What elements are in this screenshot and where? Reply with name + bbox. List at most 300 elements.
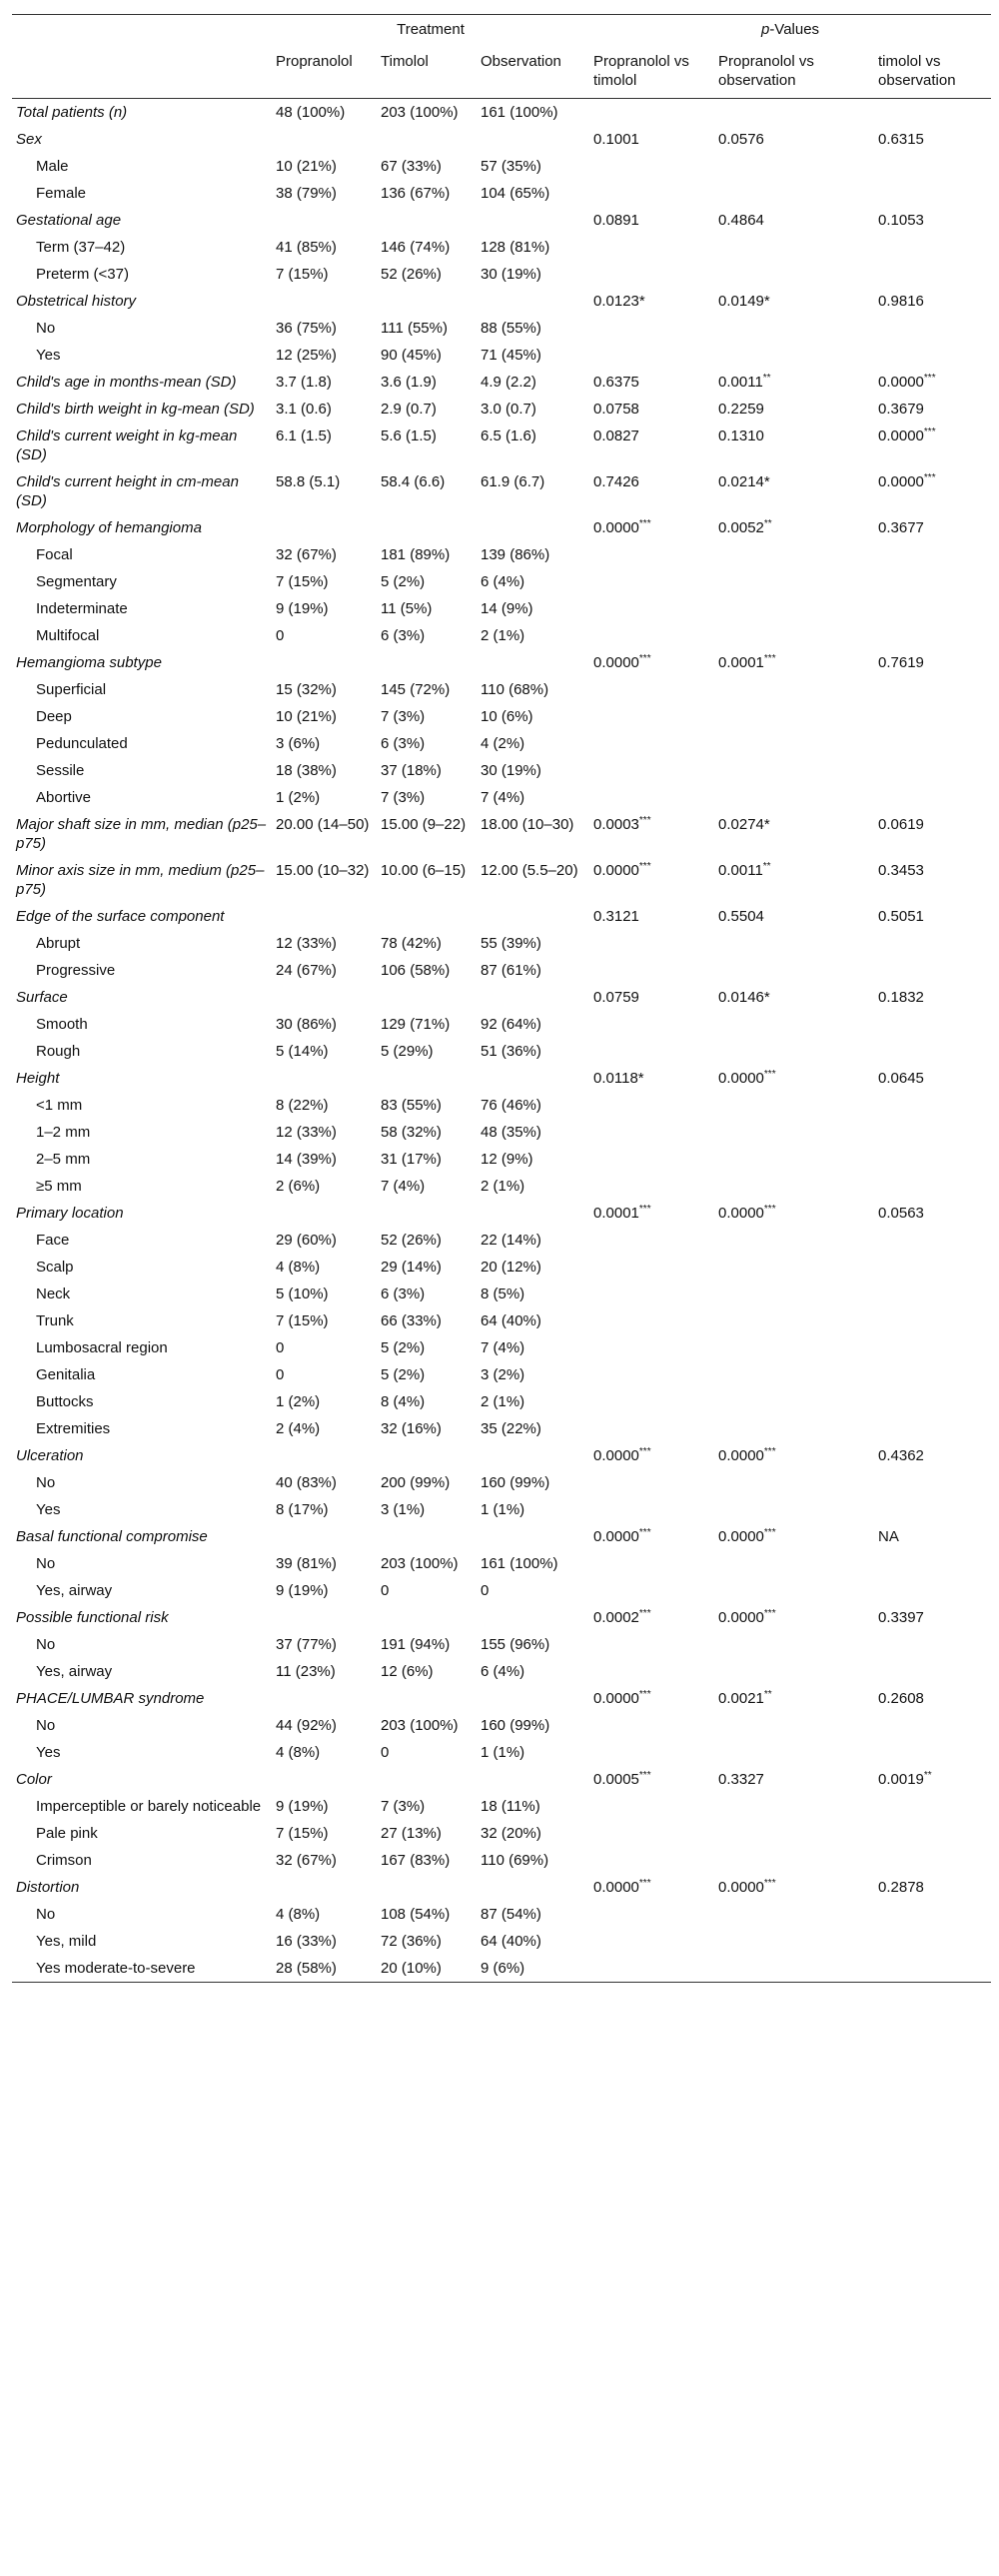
col-header-prop-vs-timolol: Propranolol vs timolol [589, 45, 714, 99]
cell-timolol: 136 (67%) [381, 185, 451, 202]
level-row [12, 703, 991, 730]
cell-propranolol: 32 (67%) [276, 1852, 337, 1869]
variable-label: Distortion [16, 1879, 80, 1896]
cell-p-timolol-vs-observation [874, 541, 991, 568]
level-label: Trunk [36, 1312, 74, 1329]
level-label: Yes [36, 1744, 61, 1761]
results-table [12, 14, 991, 1983]
cell-observation: 110 (68%) [481, 681, 549, 698]
cell-observation: 6 (4%) [481, 1663, 525, 1680]
cell-propranolol [272, 984, 377, 1011]
cell-timolol: 52 (26%) [381, 266, 442, 283]
cell-observation: 155 (96%) [481, 1636, 550, 1653]
cell-p-prop-vs-observation [714, 1011, 874, 1038]
cell-p-timolol-vs-observation [874, 730, 991, 757]
level-label: Genitalia [36, 1366, 96, 1383]
level-label: Multifocal [36, 627, 100, 644]
level-row [12, 1038, 991, 1065]
cell-p-prop-vs-timolol: 0.0891 [593, 212, 639, 229]
cell-p-prop-vs-observation: 0.0021** [718, 1689, 772, 1707]
cell-p-prop-vs-timolol [589, 1038, 714, 1065]
cell-propranolol: 7 (15%) [276, 266, 329, 283]
variable-row [12, 126, 991, 153]
level-row [12, 1146, 991, 1173]
cell-p-prop-vs-observation: 0.0274* [718, 816, 770, 833]
cell-p-timolol-vs-observation [874, 1955, 991, 1983]
level-label: No [36, 1474, 56, 1491]
level-row [12, 1820, 991, 1847]
cell-timolol [377, 1874, 477, 1901]
cell-p-prop-vs-timolol: 0.0000*** [593, 1878, 651, 1896]
cell-timolol: 83 (55%) [381, 1097, 442, 1114]
cell-p-prop-vs-timolol [589, 930, 714, 957]
cell-p-timolol-vs-observation [874, 315, 991, 342]
cell-p-prop-vs-observation: 0.1310 [718, 428, 764, 444]
level-row [12, 234, 991, 261]
cell-p-prop-vs-timolol [589, 1281, 714, 1307]
cell-p-prop-vs-timolol [589, 1254, 714, 1281]
cell-timolol: 32 (16%) [381, 1420, 442, 1437]
cell-timolol: 12 (6%) [381, 1663, 434, 1680]
cell-propranolol [272, 1523, 377, 1550]
cell-p-prop-vs-timolol [589, 622, 714, 649]
variable-label: Total patients (n) [16, 104, 128, 121]
cell-p-prop-vs-timolol [589, 730, 714, 757]
level-label: 1–2 mm [36, 1124, 91, 1141]
cell-p-timolol-vs-observation [874, 180, 991, 207]
cell-p-prop-vs-observation: 0.0011** [718, 373, 771, 391]
cell-propranolol: 7 (15%) [276, 573, 329, 590]
cell-timolol [377, 984, 477, 1011]
cell-p-prop-vs-timolol [589, 342, 714, 369]
cell-p-timolol-vs-observation [874, 595, 991, 622]
cell-p-timolol-vs-observation [874, 99, 991, 127]
cell-p-timolol-vs-observation [874, 1847, 991, 1874]
cell-observation: 128 (81%) [481, 239, 550, 256]
cell-p-timolol-vs-observation: 0.7619 [878, 654, 924, 671]
cell-p-prop-vs-timolol: 0.0001*** [593, 1204, 651, 1222]
cell-timolol: 0 [381, 1582, 390, 1599]
cell-propranolol: 18 (38%) [276, 762, 337, 779]
cell-p-timolol-vs-observation [874, 1658, 991, 1685]
cell-observation: 2 (1%) [481, 1178, 525, 1195]
level-row [12, 153, 991, 180]
variable-label: Obstetrical history [16, 293, 137, 310]
cell-observation: 6 (4%) [481, 573, 525, 590]
cell-timolol [377, 649, 477, 676]
cell-p-timolol-vs-observation: 0.1832 [878, 989, 924, 1006]
cell-p-prop-vs-timolol [589, 1092, 714, 1119]
cell-observation [477, 126, 589, 153]
cell-p-timolol-vs-observation [874, 1173, 991, 1200]
variable-label: Morphology of hemangioma [16, 519, 202, 536]
cell-timolol: 11 (5%) [381, 600, 433, 617]
level-row [12, 1901, 991, 1928]
variable-row [12, 1200, 991, 1227]
cell-observation: 64 (40%) [481, 1312, 541, 1329]
cell-timolol: 106 (58%) [381, 962, 451, 979]
level-row [12, 595, 991, 622]
level-row [12, 1092, 991, 1119]
cell-p-timolol-vs-observation [874, 676, 991, 703]
variable-label: Basal functional compromise [16, 1528, 208, 1545]
cell-timolol [377, 288, 477, 315]
level-label: Pale pink [36, 1825, 98, 1842]
level-row [12, 957, 991, 984]
level-label: Neck [36, 1286, 71, 1302]
cell-p-timolol-vs-observation: 0.0019** [878, 1770, 932, 1788]
cell-p-timolol-vs-observation [874, 153, 991, 180]
cell-observation: 20 (12%) [481, 1259, 541, 1276]
level-label: Deep [36, 708, 72, 725]
cell-p-timolol-vs-observation [874, 1092, 991, 1119]
cell-observation: 4 (2%) [481, 735, 525, 752]
cell-p-prop-vs-observation [714, 1496, 874, 1523]
cell-propranolol: 16 (33%) [276, 1933, 337, 1950]
level-label: Segmentary [36, 573, 117, 590]
cell-p-prop-vs-timolol: 0.0005*** [593, 1770, 651, 1788]
level-label: ≥5 mm [36, 1178, 82, 1195]
cell-propranolol: 12 (33%) [276, 1124, 337, 1141]
cell-timolol: 111 (55%) [381, 320, 448, 337]
cell-p-timolol-vs-observation [874, 757, 991, 784]
cell-p-timolol-vs-observation: NA [878, 1528, 899, 1545]
cell-p-timolol-vs-observation [874, 1334, 991, 1361]
cell-timolol: 67 (33%) [381, 158, 442, 175]
variable-row [12, 984, 991, 1011]
cell-propranolol: 2 (4%) [276, 1420, 321, 1437]
cell-p-timolol-vs-observation [874, 1928, 991, 1955]
cell-timolol: 203 (100%) [381, 1717, 459, 1734]
cell-p-timolol-vs-observation [874, 784, 991, 811]
cell-observation: 160 (99%) [481, 1474, 550, 1491]
cell-p-prop-vs-observation: 0.0214* [718, 473, 770, 490]
cell-p-prop-vs-timolol [589, 1361, 714, 1388]
variable-label: Major shaft size in mm, median (p25–p75) [16, 816, 267, 852]
level-label: Yes [36, 1501, 61, 1518]
cell-propranolol: 32 (67%) [276, 546, 337, 563]
level-row [12, 1712, 991, 1739]
cell-observation: 161 (100%) [481, 104, 558, 121]
variable-row [12, 369, 991, 396]
cell-p-prop-vs-timolol [589, 1146, 714, 1173]
cell-p-prop-vs-observation [714, 1793, 874, 1820]
cell-p-prop-vs-observation [714, 1307, 874, 1334]
cell-observation: 7 (4%) [481, 789, 525, 806]
cell-p-timolol-vs-observation [874, 1388, 991, 1415]
cell-propranolol: 40 (83%) [276, 1474, 337, 1491]
cell-propranolol [272, 514, 377, 541]
cell-p-prop-vs-observation [714, 180, 874, 207]
variable-row [12, 1685, 991, 1712]
col-header-observation: Observation [477, 45, 589, 99]
cell-observation: 6.5 (1.6) [481, 428, 536, 444]
level-row [12, 342, 991, 369]
cell-timolol: 6 (3%) [381, 1286, 426, 1302]
cell-observation: 139 (86%) [481, 546, 550, 563]
cell-propranolol [272, 126, 377, 153]
cell-p-prop-vs-observation [714, 930, 874, 957]
cell-p-prop-vs-timolol [589, 1415, 714, 1442]
cell-p-timolol-vs-observation: 0.0000*** [878, 427, 936, 444]
cell-p-timolol-vs-observation: 0.0000*** [878, 472, 936, 490]
cell-propranolol: 3 (6%) [276, 735, 321, 752]
cell-p-timolol-vs-observation: 0.3453 [878, 862, 924, 879]
cell-observation [477, 1874, 589, 1901]
cell-observation: 104 (65%) [481, 185, 550, 202]
cell-p-prop-vs-observation [714, 541, 874, 568]
variable-row [12, 1874, 991, 1901]
cell-p-prop-vs-observation [714, 676, 874, 703]
cell-p-prop-vs-timolol: 0.0758 [593, 401, 639, 418]
cell-propranolol: 11 (23%) [276, 1663, 336, 1680]
cell-p-timolol-vs-observation: 0.6315 [878, 131, 924, 148]
header-empty-cell [12, 45, 272, 99]
cell-propranolol: 8 (17%) [276, 1501, 329, 1518]
cell-propranolol: 0 [276, 1339, 285, 1356]
cell-p-prop-vs-timolol: 0.6375 [593, 374, 639, 391]
treatment-label: Treatment [397, 21, 465, 38]
treatment-group-header [272, 15, 589, 46]
cell-p-prop-vs-observation [714, 1820, 874, 1847]
cell-timolol [377, 1523, 477, 1550]
cell-p-timolol-vs-observation: 0.0000*** [878, 373, 936, 391]
cell-p-timolol-vs-observation: 0.0563 [878, 1205, 924, 1222]
variable-label: Gestational age [16, 212, 122, 229]
level-label: Smooth [36, 1016, 88, 1033]
variable-label: Possible functional risk [16, 1609, 169, 1626]
cell-p-timolol-vs-observation [874, 1496, 991, 1523]
cell-p-prop-vs-observation [714, 1038, 874, 1065]
cell-propranolol [272, 1874, 377, 1901]
cell-observation: 3 (2%) [481, 1366, 525, 1383]
cell-propranolol [272, 1604, 377, 1631]
cell-timolol: 7 (3%) [381, 708, 426, 725]
cell-timolol: 0 [381, 1744, 390, 1761]
cell-p-timolol-vs-observation [874, 1307, 991, 1334]
cell-p-prop-vs-observation [714, 1901, 874, 1928]
level-label: <1 mm [36, 1097, 83, 1114]
cell-observation: 30 (19%) [481, 266, 541, 283]
cell-propranolol: 3.1 (0.6) [276, 401, 332, 418]
cell-p-prop-vs-observation [714, 1361, 874, 1388]
cell-timolol: 5 (29%) [381, 1043, 434, 1060]
variable-row [12, 99, 991, 127]
cell-propranolol [272, 1442, 377, 1469]
variable-row [12, 1604, 991, 1631]
level-row [12, 1119, 991, 1146]
cell-p-prop-vs-observation [714, 957, 874, 984]
cell-p-prop-vs-timolol: 0.7426 [593, 473, 639, 490]
cell-p-prop-vs-observation [714, 1146, 874, 1173]
cell-p-prop-vs-observation [714, 1955, 874, 1983]
cell-timolol: 5 (2%) [381, 573, 426, 590]
cell-p-prop-vs-observation [714, 703, 874, 730]
variable-label: Height [16, 1070, 60, 1087]
cell-propranolol: 12 (25%) [276, 347, 337, 364]
cell-observation: 14 (9%) [481, 600, 533, 617]
cell-propranolol: 15.00 (10–32) [276, 862, 370, 879]
cell-p-prop-vs-observation [714, 1281, 874, 1307]
cell-observation: 87 (54%) [481, 1906, 541, 1923]
cell-timolol: 90 (45%) [381, 347, 442, 364]
cell-timolol: 29 (14%) [381, 1259, 442, 1276]
cell-propranolol: 20.00 (14–50) [276, 816, 370, 833]
cell-p-prop-vs-timolol [589, 99, 714, 127]
variable-label: Surface [16, 989, 68, 1006]
level-row [12, 1739, 991, 1766]
cell-timolol [377, 1766, 477, 1793]
cell-propranolol: 15 (32%) [276, 681, 337, 698]
cell-p-prop-vs-timolol [589, 568, 714, 595]
cell-p-prop-vs-timolol [589, 676, 714, 703]
cell-p-prop-vs-observation [714, 1092, 874, 1119]
cell-p-timolol-vs-observation: 0.3397 [878, 1609, 924, 1626]
level-label: Yes, airway [36, 1582, 113, 1599]
cell-observation: 35 (22%) [481, 1420, 541, 1437]
cell-timolol: 191 (94%) [381, 1636, 451, 1653]
cell-propranolol: 7 (15%) [276, 1825, 329, 1842]
cell-propranolol: 38 (79%) [276, 185, 337, 202]
cell-observation: 22 (14%) [481, 1232, 541, 1249]
cell-observation [477, 903, 589, 930]
cell-p-timolol-vs-observation [874, 342, 991, 369]
cell-p-prop-vs-observation [714, 1388, 874, 1415]
cell-timolol: 108 (54%) [381, 1906, 451, 1923]
cell-p-timolol-vs-observation [874, 261, 991, 288]
cell-timolol: 145 (72%) [381, 681, 451, 698]
level-row [12, 1307, 991, 1334]
cell-observation: 76 (46%) [481, 1097, 541, 1114]
cell-p-timolol-vs-observation [874, 1901, 991, 1928]
cell-propranolol: 30 (86%) [276, 1016, 337, 1033]
cell-p-timolol-vs-observation [874, 930, 991, 957]
variable-row [12, 514, 991, 541]
level-label: Abrupt [36, 935, 81, 952]
cell-observation [477, 1766, 589, 1793]
cell-propranolol: 29 (60%) [276, 1232, 337, 1249]
cell-observation: 12.00 (5.5–20) [481, 862, 578, 879]
cell-timolol: 7 (3%) [381, 1798, 426, 1815]
cell-p-timolol-vs-observation [874, 1793, 991, 1820]
level-row [12, 1415, 991, 1442]
cell-p-prop-vs-timolol [589, 1496, 714, 1523]
cell-propranolol [272, 1065, 377, 1092]
cell-observation: 3.0 (0.7) [481, 401, 536, 418]
cell-p-timolol-vs-observation: 0.2608 [878, 1690, 924, 1707]
level-row [12, 1793, 991, 1820]
cell-observation: 18 (11%) [481, 1798, 540, 1815]
level-row [12, 1334, 991, 1361]
cell-observation: 2 (1%) [481, 627, 525, 644]
cell-observation [477, 1442, 589, 1469]
level-row [12, 757, 991, 784]
cell-propranolol: 3.7 (1.8) [276, 374, 332, 391]
cell-timolol: 27 (13%) [381, 1825, 442, 1842]
cell-p-prop-vs-observation [714, 1577, 874, 1604]
variable-label: Child's current weight in kg-mean (SD) [16, 428, 238, 463]
cell-observation [477, 288, 589, 315]
cell-p-prop-vs-observation: 0.0011** [718, 861, 771, 879]
cell-p-prop-vs-observation: 0.0000*** [718, 1069, 776, 1087]
level-label: Pedunculated [36, 735, 128, 752]
cell-observation: 10 (6%) [481, 708, 533, 725]
cell-p-prop-vs-timolol: 0.0827 [593, 428, 639, 444]
cell-p-prop-vs-observation: 0.0576 [718, 131, 764, 148]
level-label: Superficial [36, 681, 107, 698]
cell-p-prop-vs-observation [714, 730, 874, 757]
cell-p-timolol-vs-observation: 0.5051 [878, 908, 924, 925]
cell-p-prop-vs-timolol [589, 1550, 714, 1577]
cell-observation: 92 (64%) [481, 1016, 541, 1033]
level-label: Yes, airway [36, 1663, 113, 1680]
cell-p-prop-vs-timolol [589, 541, 714, 568]
cell-p-prop-vs-timolol [589, 1011, 714, 1038]
cell-p-prop-vs-timolol [589, 261, 714, 288]
cell-p-prop-vs-observation [714, 757, 874, 784]
pvalues-label-rest: -Values [769, 21, 820, 38]
variable-label: Child's age in months-mean (SD) [16, 374, 237, 391]
level-label: Term (37–42) [36, 239, 126, 256]
cell-p-prop-vs-observation: 0.4864 [718, 212, 764, 229]
cell-p-prop-vs-timolol: 0.3121 [593, 908, 639, 925]
cell-timolol: 7 (4%) [381, 1178, 426, 1195]
cell-p-prop-vs-timolol [589, 784, 714, 811]
cell-p-prop-vs-timolol: 0.0003*** [593, 815, 651, 833]
cell-p-prop-vs-observation: 0.0052** [718, 518, 772, 536]
level-label: Progressive [36, 962, 116, 979]
cell-timolol: 6 (3%) [381, 627, 426, 644]
cell-propranolol: 8 (22%) [276, 1097, 329, 1114]
cell-propranolol: 9 (19%) [276, 1582, 329, 1599]
cell-p-prop-vs-timolol [589, 1901, 714, 1928]
cell-propranolol: 4 (8%) [276, 1906, 321, 1923]
variable-row [12, 468, 991, 514]
cell-timolol: 58.4 (6.6) [381, 473, 446, 490]
cell-p-prop-vs-observation: 0.5504 [718, 908, 764, 925]
cell-p-prop-vs-timolol [589, 1631, 714, 1658]
cell-p-prop-vs-observation [714, 1227, 874, 1254]
cell-propranolol: 14 (39%) [276, 1151, 337, 1168]
cell-propranolol: 7 (15%) [276, 1312, 329, 1329]
cell-observation: 160 (99%) [481, 1717, 550, 1734]
cell-p-prop-vs-observation [714, 1334, 874, 1361]
cell-p-prop-vs-timolol [589, 1227, 714, 1254]
cell-p-prop-vs-observation [714, 1550, 874, 1577]
level-label: Extremities [36, 1420, 111, 1437]
cell-p-timolol-vs-observation: 0.0619 [878, 816, 924, 833]
cell-p-prop-vs-observation [714, 1847, 874, 1874]
cell-observation: 64 (40%) [481, 1933, 541, 1950]
cell-propranolol: 24 (67%) [276, 962, 337, 979]
cell-p-prop-vs-timolol [589, 1847, 714, 1874]
cell-p-timolol-vs-observation [874, 703, 991, 730]
variable-label: Hemangioma subtype [16, 654, 162, 671]
variable-row [12, 903, 991, 930]
level-row [12, 1254, 991, 1281]
cell-propranolol: 37 (77%) [276, 1636, 337, 1653]
level-label: 2–5 mm [36, 1151, 91, 1168]
cell-p-prop-vs-timolol: 0.0123* [593, 293, 645, 310]
cell-p-timolol-vs-observation [874, 1739, 991, 1766]
cell-p-prop-vs-observation: 0.3327 [718, 1771, 764, 1788]
cell-timolol: 2.9 (0.7) [381, 401, 437, 418]
cell-observation: 161 (100%) [481, 1555, 558, 1572]
cell-p-timolol-vs-observation [874, 1550, 991, 1577]
cell-propranolol: 41 (85%) [276, 239, 337, 256]
cell-timolol: 10.00 (6–15) [381, 862, 467, 879]
cell-timolol: 5 (2%) [381, 1366, 426, 1383]
